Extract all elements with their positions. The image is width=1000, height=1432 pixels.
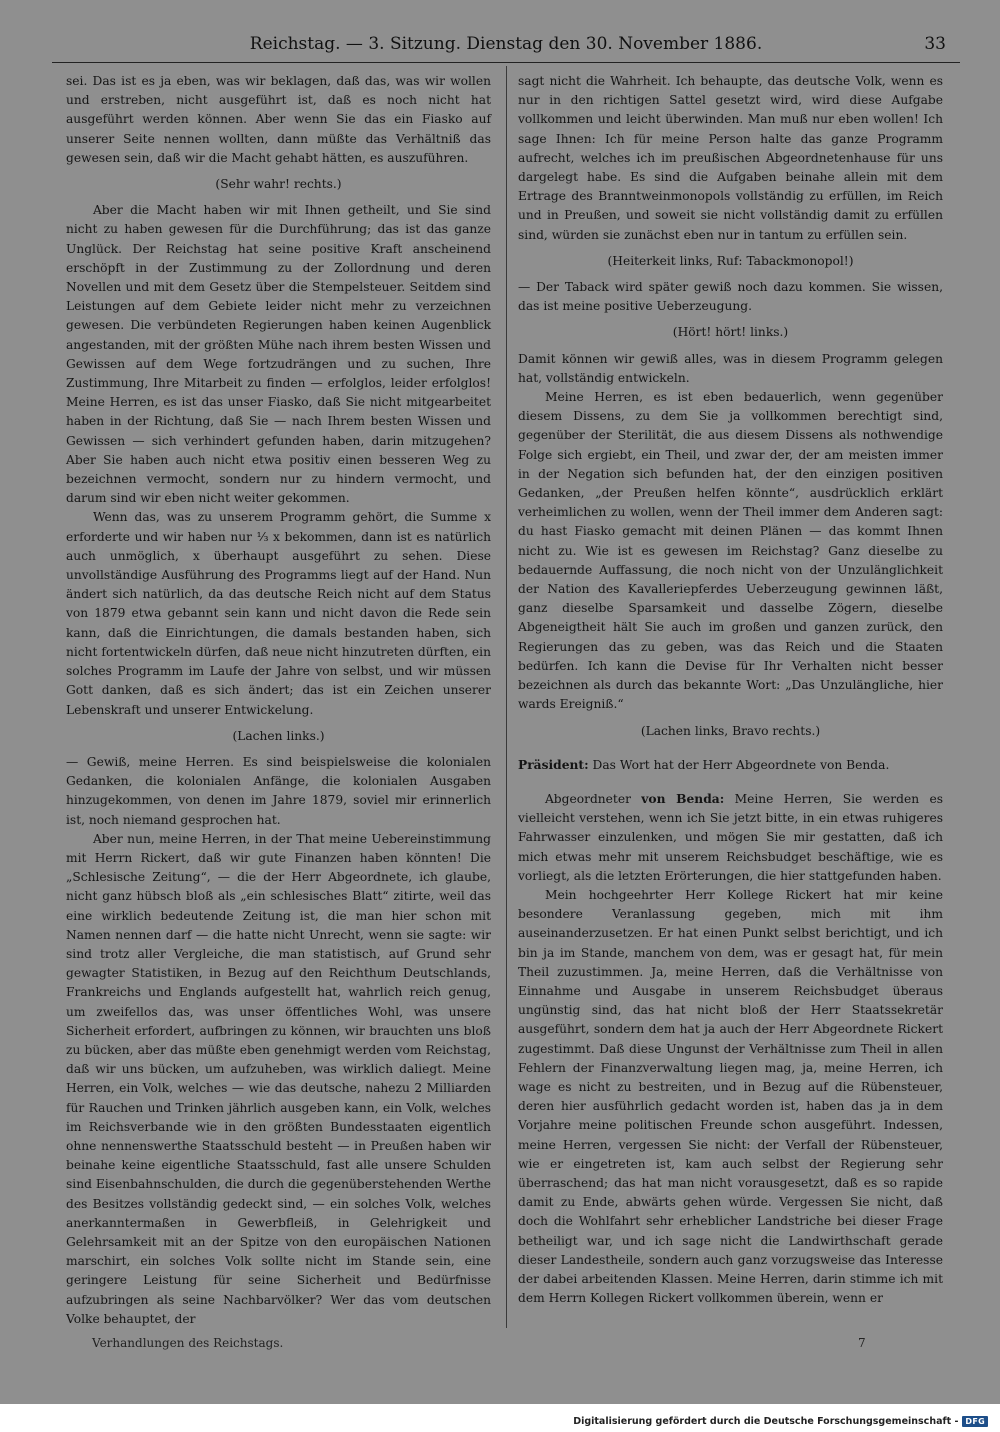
footer-sheet-number: 7 [858,1336,866,1350]
paragraph [518,350,943,388]
paragraph-text: Meine Herren, Sie werden es vielleicht verstehen, wenn ich Sie jetzt bitte, in ein etwas ruhigeres Fahrwasser einzulenken, und mögen Sie mir gestatten, daß ich mich etwas mehr mit unserem Reichsbudget beschäftige, wie es vorliegt, als die letzten Erörterungen, die hier stattgefunden haben. [518,791,943,883]
footer-publication: Verhandlungen des Reichstags. [92,1336,284,1350]
paragraph-text: Wenn das, was zu unserem Programm gehört, die Summe x erforderte und wir haben nur ⅓ x bekommen, dann ist es natürlich auch unmöglich, x überhaupt ausgeführt zu sehen. Diese unvollständige Ausführung des Programms liegt auf der Hand. Nun ändert sich natürlich, da das deutsche Reich nicht auf dem Status von 1879 etwa gebannt sein kann und nicht davon die Rede sein kann, daß die Einrichtungen, die damals bestanden haben, sich nicht fortentwickeln dürfen, daß neue nicht hinzutreten dürften, ein solches Programm im Laufe der Jahre von selbst, und wir müssen Gott danken, daß es sich ändert; das ist ein Zeichen unserer Lebenskraft und unserer Entwickelung. [66,510,491,717]
running-title: Reichstag. — 3. Sitzung. Dienstag den 30. November 1886. [249,34,763,54]
paragraph-text: (Hört! hört! links.) [672,325,789,340]
paragraph [518,72,943,245]
interjection [66,175,491,194]
speaker-name: Präsident: [518,756,589,772]
right-column [518,72,943,1308]
paragraph [66,830,491,1329]
paragraph [66,201,491,508]
paragraph [66,508,491,719]
running-header [52,30,960,58]
paragraph-text: Damit können wir gewiß alles, was in diesem Programm gelegen hat, vollständig entwickeln. [518,351,943,385]
paragraph-text: (Lachen links, Bravo rechts.) [640,723,821,738]
paragraph [518,388,943,714]
interjection [518,323,943,342]
paragraph-text: (Heiterkeit links, Ruf: Tabackmonopol!) [607,253,854,268]
paragraph-text: Aber die Macht haben wir mit Ihnen getheilt, und Sie sind nicht zu haben gewesen für die Durchführung; das ist das ganze Unglück. Der Reichstag hat seine positive Kraft anscheinend erschöpft in der Zustimmung zu der Zollordnung und deren Novellen und mit dem Gesetz über die Stempelsteuer. Seitdem sind Leistungen auf dem Gebiete leider nicht mehr zu verzeichnen gewesen. Die verbündeten Regierungen haben keinen Augenblick angestanden, mit der größten Mühe nach ihrem besten Wissen und Gewissen auf dem Wege fortzudrängen und zu suchen, Ihre Zustimmung, Ihre Mitarbeit zu finden — erfolglos, leider erfolglos! Meine Herren, es ist das unser Fiasko, daß Sie nicht mitgearbeitet haben in der Richtung, daß Sie — nach Ihrem besten Wissen und Gewissen — sich verhindert gefunden haben, darin mitzugehen? Aber Sie haben auch nicht etwa positiv einen besseren Weg zu bezeichnen vermocht, sondern nur zu hindern vermocht, und darum sind wir eben nicht weiter gekommen. [66,203,491,506]
interjection [518,722,943,741]
paragraph [66,753,491,830]
credit-text: Digitalisierung gefördert durch die Deutsche Forschungsgemeinschaft - [573,1415,959,1427]
dfg-logo: DFG [962,1416,988,1427]
paragraph [518,278,943,316]
speaker-paragraph [518,755,943,775]
paragraph-text: sei. Das ist es ja eben, was wir beklagen, daß das, was wir wollen und erstreben, nicht ausgeführt ist, daß es noch nicht hat ausgeführt werden können. Aber wenn Sie das ein Fiasko auf unserer Seite nennen wollten, dann müßte das Verhältniß das gewesen sein, daß wir die Macht gehabt hätten, es auszuführen. [66,74,491,165]
paragraph [518,886,943,1308]
paragraph [66,72,491,168]
speaker-paragraph [518,789,943,886]
paragraph-text: Aber nun, meine Herren, in der That meine Uebereinstimmung mit Herrn Rickert, daß wir gute Finanzen haben könnten! Die „Schlesische Zeitung“, — die der Herr Abgeordnete, ich glaube, nicht ganz hübsch bloß als „ein schlesisches Blatt“ zitirte, weil das eine wirklich bedeutende Zeitung ist, die man hier schon mit Namen nennen darf — die hatte nicht Unrecht, wenn sie sagte: wir sind trotz aller Vergleiche, die man statistisch, auf Grund sehr gewagter Statistiken, in Bezug auf den Reichthum Deutschlands, Frankreichs und Englands aufgestellt hat, wahrlich reich genug, um zweifellos das, was unser öffentliches Wohl, was unsere Sicherheit erfordert, aufbringen zu können, wir brauchten uns bloß zu bücken, aber das müßte eben genehmigt werden vom Reichstag, daß wir uns bücken, um aufzuheben, was wirklich daliegt. Meine Herren, ein Volk, welches — wie das deutsche, nahezu 2 Milliarden für Rauchen und Trinken jährlich ausgeben kann, ein Volk, welches im Reichsverbande wie in den größten Bundesstaaten eigentlich ohne nennenswerthe Staatsschuld besteht — in Preußen haben wir beinahe keine eigentliche Staatsschuld, fast alle unsere Schulden sind Eisenbahnschulden, die durch die gegenüberstehenden Werthe des Besitzes vollständig gedeckt sind, — ein solches Volk, welches anerkanntermaßen in Gewerbfleiß, in Gelehrigkeit und Gelehrsamkeit mit an der Spitze von den europäischen Nationen marschirt, ein solches Volk sollte nicht im Stande sein, eine geringere Leistung für seine Sicherheit und Bedürfnisse aufzubringen als seine Nachbarvölker? Wer das vom deutschen Volke behauptet, der [66,831,491,1326]
paragraph-text: Das Wort hat der Herr Abgeordnete von Benda. [592,757,890,772]
paragraph-text: — Gewiß, meine Herren. Es sind beispielsweise die kolonialen Gedanken, die kolonialen Anfänge, die kolonialen Ausgaben hinzugekommen, von denen im Jahre 1879, soviel mir erinnerlich ist, noch niemand gesprochen hat. [66,754,491,827]
speaker-title: Abgeordneter [544,791,642,806]
paragraph-text: — Der Taback wird später gewiß noch dazu kommen. Sie wissen, das ist meine positive Ueberzeugung. [518,280,943,314]
interjection [66,727,491,746]
paragraph-text: Mein hochgeehrter Herr Kollege Rickert hat mir keine besondere Veranlassung gegeben, mich mit ihm auseinanderzusetzen. Er hat einen Punkt selbst berichtigt, und ich bin ja im Stande, manchem von dem, was er gesagt hat, für mein Theil zuzustimmen. Ja, meine Herren, daß die Verhältnisse von Einnahme und Ausgabe in unserem Reichsbudget überaus ungünstig sind, das hat nicht bloß der Herr Staatssekretär ausgeführt, sondern dem hat ja auch der Herr Abgeordnete Rickert zugestimmt. Daß diese Ungunst der Verhältnisse zum Theil in allen Fehlern der Finanzverwaltung liegen mag, ja, meine Herren, ich wage es nicht zu bestreiten, und in Bezug auf die Rübensteuer, deren hier ausführlich gedacht worden ist, haben das ja in dem Vorjahre meine politischen Freunde schon ausgeführt. Indessen, meine Herren, vergessen Sie nicht: der Verfall der Rübensteuer, wie er eingetreten ist, kam auch selbst der Regierung sehr überraschend; das hat man nicht vorausgesetzt, daß es so rapide damit zu Ende, abwärts gehen würde. Vergessen Sie nicht, daß doch die Wohlfahrt sehr erheblicher Landstriche bei dieser Frage betheiligt war, und ich sage nicht die Landwirthschaft gerade dieser Landestheile, sondern auch ganz vorzugsweise das Interesse der dabei arbeitenden Klassen. Meine Herren, darin stimme ich mit dem Herrn Kollegen Rickert vollkommen überein, wenn er [518,887,943,1306]
paragraph-text: sagt nicht die Wahrheit. Ich behaupte, das deutsche Volk, wenn es nur in den richtigen Sattel gesetzt wird, wird diese Aufgabe vollkommen und leicht überwinden. Man muß nur eben wollen! Ich sage Ihnen: Ich für meine Person halte das ganze Programm aufrecht, welches ich im preußischen Abgeordnetenhause für uns dargelegt habe. Es sind die Aufgaben beinahe allein mit dem Ertrage des Branntweinmonopols vollständig zu erfüllen, im Reich und in Preußen, und soweit sie nicht vollständig damit zu erfüllen sind, würden sie zunächst eben nur in tantum zu erfüllen sein. [518,74,943,242]
interjection [518,252,943,271]
speaker-name: von Benda: [641,790,725,806]
digitization-credit [573,1414,988,1428]
paragraph-text: (Sehr wahr! rechts.) [215,177,342,192]
left-column [66,72,491,1329]
column-divider [506,66,507,1328]
page-number: 33 [924,34,946,54]
paragraph-text: Meine Herren, es ist eben bedauerlich, wenn gegenüber diesem Dissens, zu dem Sie ja vollkommen berechtigt sind, gegenüber der Sterilität, die aus diesem Dissens als nothwendige Folge sich ergiebt, ein Theil, und zwar der, der am meisten immer in der Negation sich befunden hat, der den einzigen positiven Gedanken, „der Preußen helfen könnte“, ausdrücklich erklärt verheimlichen zu wollen, wenn der Theil immer dem Anderen sagt: du hast Fiasko gemacht mit deinen Plänen — das kommt Ihnen nicht zu. Wie ist es gewesen im Reichstag? Ganz dieselbe zu bedauernde Auffassung, die noch nicht von der Unzulänglichkeit der Nation des Kavalleriepferdes Ueberzeugung gewinnen läßt, ganz dieselbe Sparsamkeit und dasselbe Zögern, dieselbe Abgeneigtheit hält Sie auch im großen und ganzen zurück, den Regierungen das zu geben, was das Reich und die Staaten bedürfen. Ich kann die Devise für Ihr Verhalten nicht besser bezeichnen als durch das bekannte Wort: „Das Unzulängliche, hier wards Ereigniß.“ [518,390,943,712]
paragraph-text: (Lachen links.) [232,728,325,743]
header-rule [52,62,960,63]
